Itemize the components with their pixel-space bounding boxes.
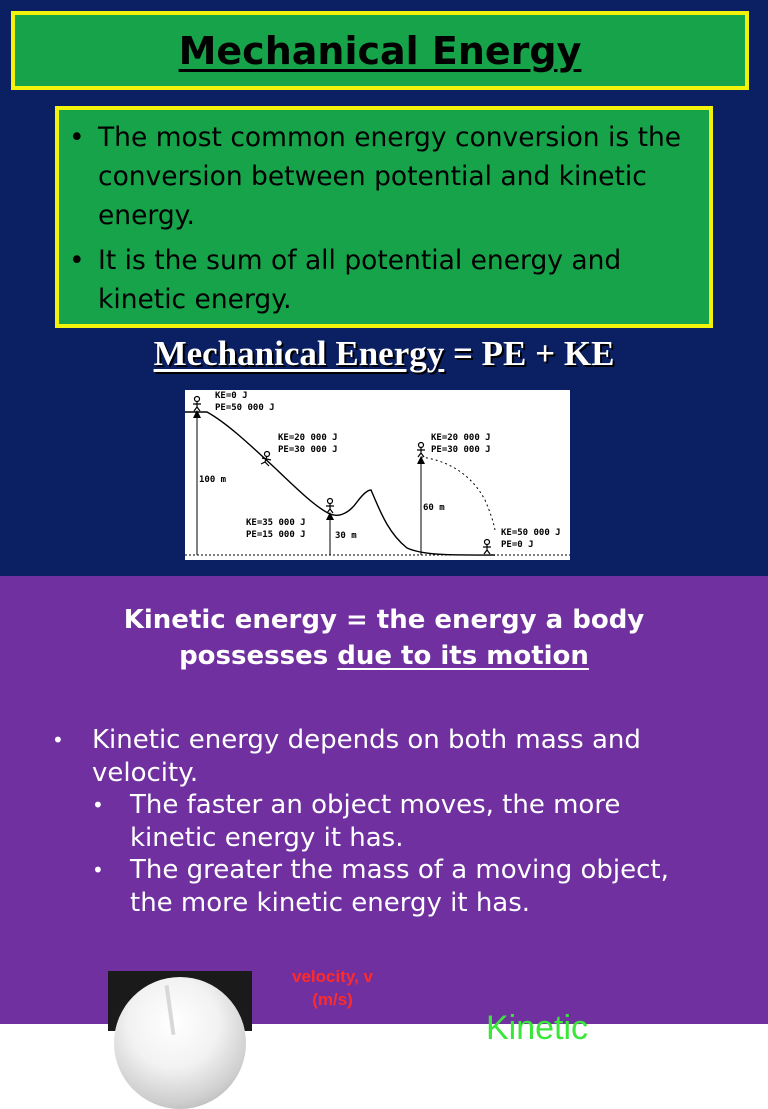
list-item: [52, 724, 692, 789]
rider-icon: [417, 443, 425, 458]
bullet-dot-icon: •: [92, 793, 104, 817]
kinetic-definition: [0, 602, 768, 674]
velocity-label-line-1: velocity, v: [292, 967, 373, 986]
label-end-ke: KE=50 000 J: [501, 528, 561, 538]
rider-icon: [483, 540, 491, 555]
label-height-peak: 60 m: [423, 503, 445, 513]
slide-kinetic-energy: [0, 576, 768, 1047]
kinetic-bullets: [52, 724, 692, 919]
bullet-box: [55, 106, 713, 328]
label-mid-pe: PE=30 000 J: [278, 445, 338, 455]
formula-term: Mechanical Energy: [153, 334, 445, 373]
label-valley-pe: PE=15 000 J: [246, 530, 306, 540]
label-top-ke: KE=0 J: [215, 391, 248, 401]
rider-icon: [326, 499, 334, 514]
rider-icon: [193, 397, 201, 412]
volleyball-image: [108, 971, 252, 1031]
label-mid-ke: KE=20 000 J: [278, 433, 338, 443]
kinetic-word: Kinetic: [486, 1009, 589, 1047]
definition-line-2: [0, 638, 768, 674]
sub-list-item: [52, 854, 692, 919]
label-peak-ke: KE=20 000 J: [431, 433, 491, 443]
bullet-item: [67, 241, 697, 319]
bullet-dot-icon: •: [69, 245, 85, 276]
label-height-start: 100 m: [199, 475, 227, 485]
formula-expression: = PE + KE: [444, 334, 615, 373]
arrow-up-icon: [193, 410, 201, 418]
bullet-dot-icon: •: [92, 858, 104, 882]
velocity-label-line-2: (m/s): [312, 990, 353, 1009]
bullet-dot-icon: •: [52, 728, 64, 752]
bullet-text: The most common energy conversion is the conversion between potential and kinetic energy.: [98, 122, 682, 231]
definition-text: possesses: [179, 641, 338, 671]
trajectory-path: [421, 457, 495, 530]
velocity-label: [270, 965, 395, 1011]
definition-emphasis: due to its motion: [337, 641, 589, 671]
roller-coaster-diagram: [185, 390, 570, 560]
bullet-text: It is the sum of all potential energy and kinetic energy.: [98, 245, 622, 315]
slide-title: Mechanical Energy: [178, 28, 582, 73]
bullet-item: [67, 118, 697, 235]
sub-list-item: [52, 789, 692, 854]
label-peak-pe: PE=30 000 J: [431, 445, 491, 455]
bullet-dot-icon: •: [69, 122, 85, 153]
label-end-pe: PE=0 J: [501, 540, 534, 550]
definition-line-1: Kinetic energy = the energy a body: [123, 605, 645, 635]
bullet-list: [67, 118, 697, 319]
title-banner: [11, 11, 749, 90]
ball-shape: [114, 977, 246, 1109]
list-item-text: Kinetic energy depends on both mass and velocity.: [92, 725, 641, 788]
sub-list-item-text: The greater the mass of a moving object, the more kinetic energy it has.: [130, 855, 669, 918]
sub-list-item-text: The faster an object moves, the more kinetic energy it has.: [130, 790, 621, 853]
label-height-valley: 30 m: [335, 531, 357, 541]
arrow-up-icon: [417, 456, 425, 464]
formula: [0, 334, 768, 374]
label-valley-ke: KE=35 000 J: [246, 518, 306, 528]
label-top-pe: PE=50 000 J: [215, 403, 275, 413]
